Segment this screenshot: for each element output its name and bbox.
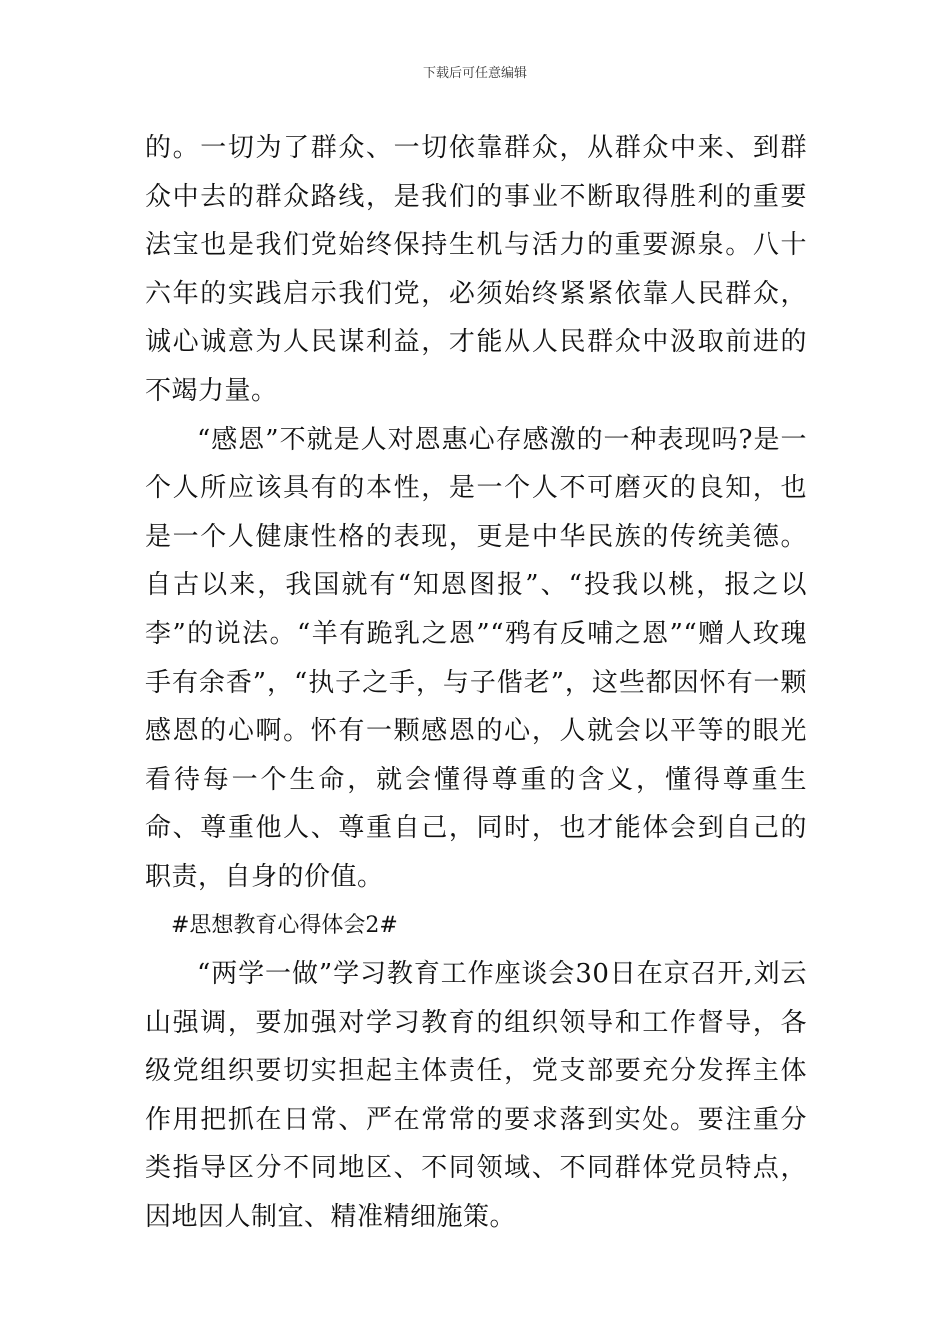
paragraph-gratitude: “感恩”不就是人对恩惠心存感激的一种表现吗?是一个人所应该具有的本性，是一个人不可磨灭的良知，也是一个人健康性格的表现，更是中华民族的传统美德。自古以来，我国就有“知恩图报”、“投我以桃，报之以李”的说法。“羊有跪乳之恩”“鸦有反哺之恩”“赠人玫瑰手有余香”，“执子之手，与子偕老”，这些都因怀有一颗感恩的心啊。怀有一颗感恩的心，人就会以平等的眼光看待每一个生命，就会懂得尊重的含义，懂得尊重生命、尊重他人、尊重自己，同时，也才能体会到自己的职责，自身的价值。 [145,424,807,892]
document-body [145,124,807,1242]
paragraph-continuation: 的。一切为了群众、一切依靠群众，从群众中来、到群众中去的群众路线，是我们的事业不断取得胜利的重要法宝也是我们党始终保持生机与活力的重要源泉。八十六年的实践启示我们党，必须始终紧紧依靠人民群众，诚心诚意为人民谋利益，才能从人民群众中汲取前进的不竭力量。 [145,133,807,406]
section-heading: #思想教育心得体会2# [171,912,398,938]
paragraph-two-studies: “两学一做”学习教育工作座谈会30日在京召开,刘云山强调，要加强对学习教育的组织领导和工作督导，各级党组织要切实担起主体责任，党支部要充分发挥主体作用把抓在日常、严在常常的要求落到实处。要注重分类指导区分不同地区、不同领域、不同群体党员特点，因地因人制宜、精准精细施策。 [145,959,807,1233]
page-header-note: 下载后可任意编辑 [422,66,527,81]
